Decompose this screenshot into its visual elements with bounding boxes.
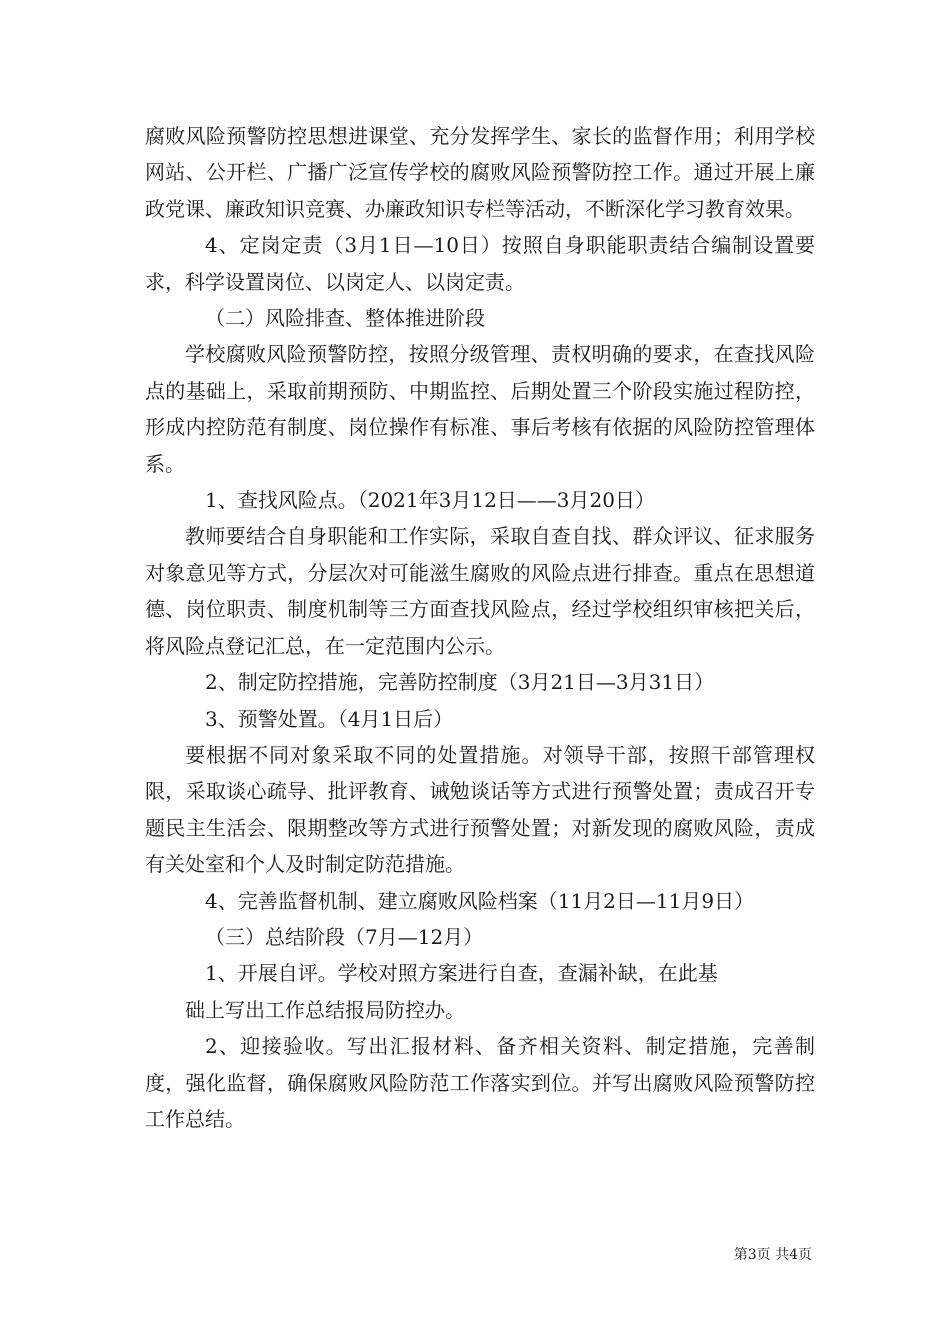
paragraph-step-3-warning: 3、预警处置。（4月1日后） <box>205 706 454 731</box>
paragraph-step-4-post-duty: 4、定岗定责（3月1日—10日）按照自身职能职责结合编制设置要求，科学设置岗位、以岗定人、以岗定责。 <box>145 233 815 294</box>
section-heading-3: （三）总结阶段（7月—12月） <box>205 924 484 949</box>
paragraph-acceptance: 2、迎接验收。写出汇报材料、备齐相关资料、制定措施，完善制度，强化监督，确保腐败风险防范工作落实到位。并写出腐败风险预警防控工作总结。 <box>145 1034 815 1131</box>
page-number: 第3页 共4页 <box>733 1247 812 1263</box>
paragraph-publicity: 腐败风险预警防控思想进课堂、充分发挥学生、家长的监督作用；利用学校网站、公开栏、广播广泛宣传学校的腐败风险预警防控工作。通过开展上廉政党课、廉政知识竞赛、办廉政知识专栏等活动，不断深化学习教育效果。 <box>145 124 815 221</box>
paragraph-teacher-self-check: 教师要结合自身职能和工作实际，采取自查自找、群众评议、征求服务对象意见等方式，分层次对可能滋生腐败的风险点进行排查。重点在思想道德、岗位职责、制度机制等三方面查找风险点，经过学校组织审核把关后，将风险点登记汇总，在一定范围内公示。 <box>145 524 815 658</box>
paragraph-self-evaluation-cont: 础上写出工作总结报局防控办。 <box>185 997 465 1022</box>
paragraph-step-4-archive: 4、完善监督机制、建立腐败风险档案（11月2日—11月9日） <box>205 888 755 913</box>
document-body <box>145 118 815 1137</box>
paragraph-step-2-measures: 2、制定防控措施，完善防控制度（3月21日—3月31日） <box>205 670 715 695</box>
paragraph-disposal-measures: 要根据不同对象采取不同的处置措施。对领导干部，按照干部管理权限，采取谈心疏导、批评教育、诫勉谈话等方式进行预警处置；责成召开专题民主生活会、限期整改等方式进行预警处置；对新发现的腐败风险，责成有关处室和个人及时制定防范措施。 <box>145 742 815 877</box>
paragraph-self-evaluation: 1、开展自评。学校对照方案进行自查，查漏补缺，在此基 <box>205 961 718 986</box>
section-heading-2: （二）风险排查、整体推进阶段 <box>205 306 485 331</box>
paragraph-risk-control-overview: 学校腐败风险预警防控，按照分级管理、责权明确的要求，在查找风险点的基础上，采取前期预防、中期监控、后期处置三个阶段实施过程防控，形成内控防范有制度、岗位操作有标准、事后考核有依据的风险防控管理体系。 <box>145 342 815 476</box>
paragraph-step-1-find-risk: 1、查找风险点。（2021年3月12日——3月20日） <box>205 488 655 513</box>
